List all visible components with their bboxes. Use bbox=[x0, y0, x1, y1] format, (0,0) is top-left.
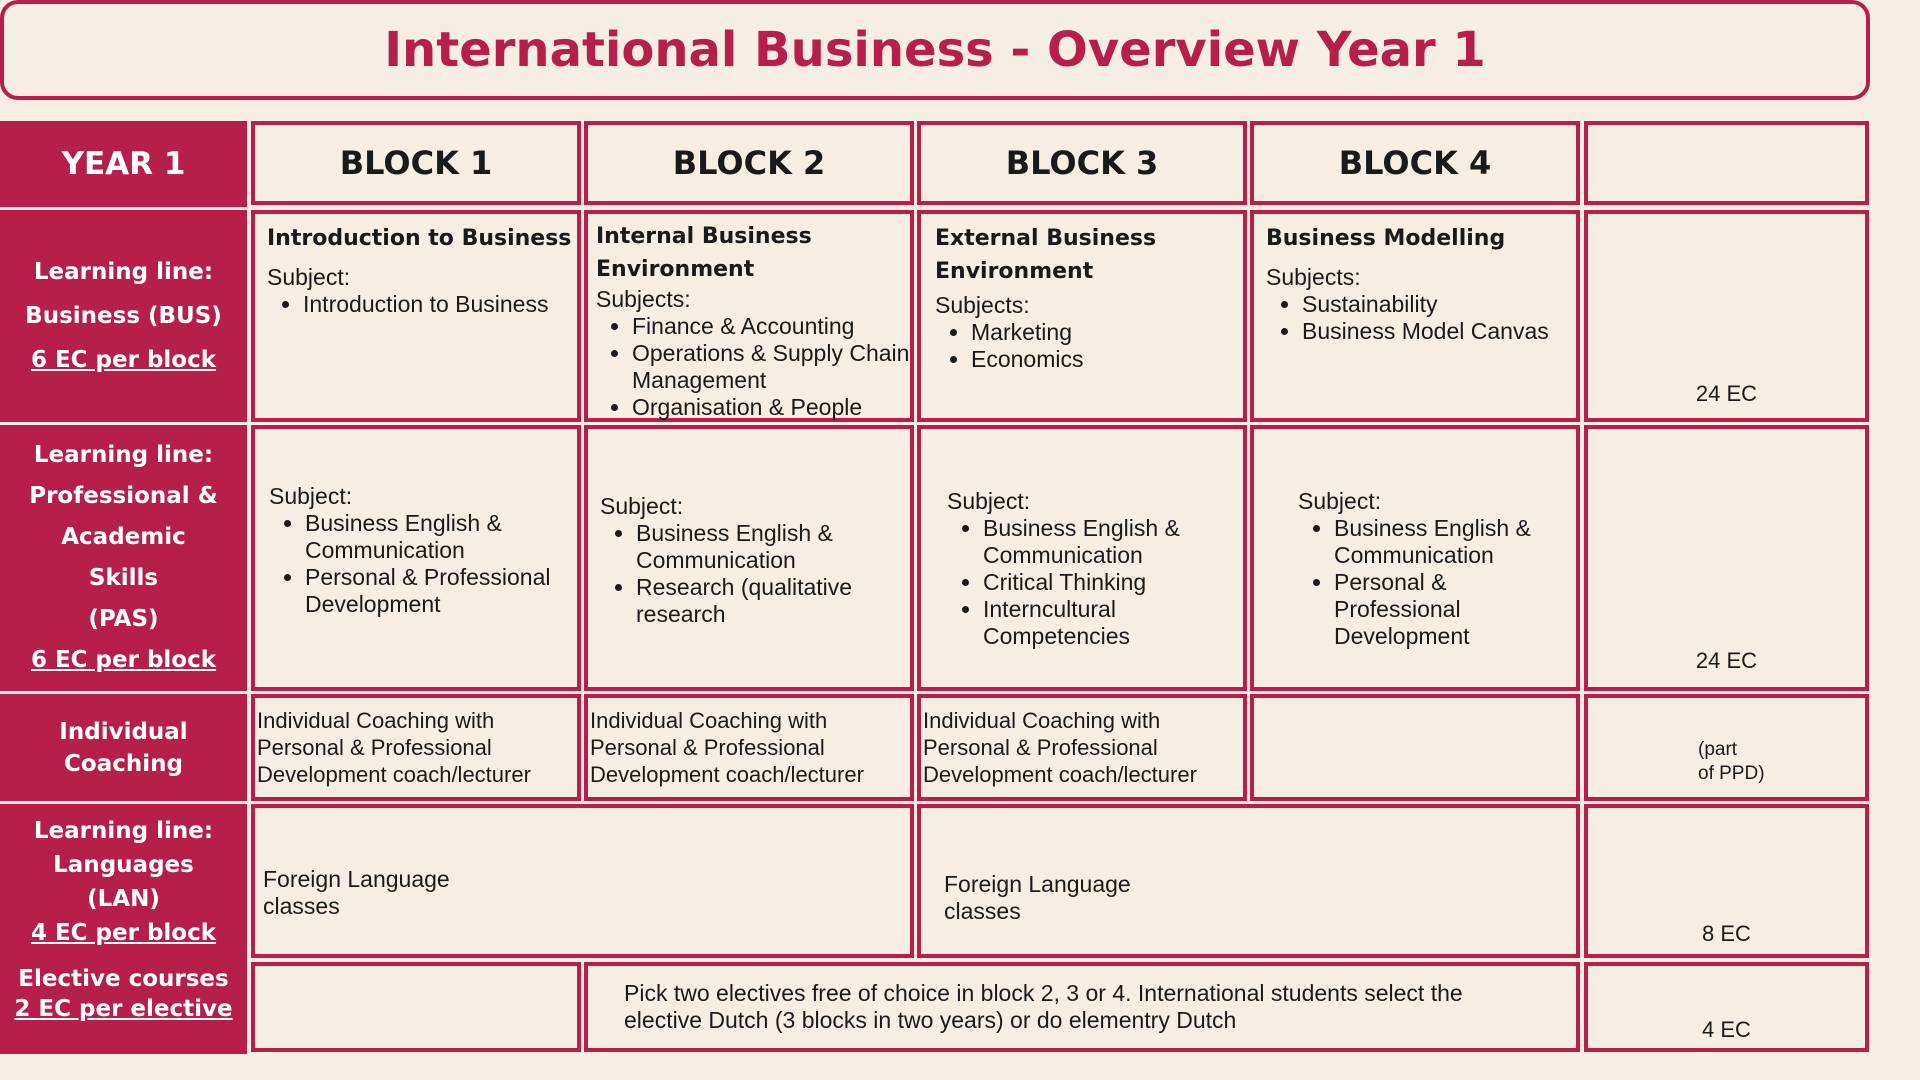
coaching-block-4 bbox=[1250, 694, 1580, 801]
list-item: • Business English & Communication bbox=[305, 510, 577, 564]
subject-label: Subjects: bbox=[596, 286, 691, 312]
pas-total-ec: 24 EC bbox=[1695, 648, 1758, 673]
pas-label-1: Learning line: bbox=[33, 442, 214, 468]
elective-label: Elective courses bbox=[18, 966, 229, 992]
bus-block-4 bbox=[1250, 210, 1580, 422]
course-title: External Business Environment bbox=[935, 226, 1157, 284]
year-band bbox=[0, 121, 247, 207]
elective-block-1 bbox=[251, 962, 581, 1052]
pas-block-1 bbox=[251, 425, 581, 691]
pas-ec-link[interactable]: 6 EC per block bbox=[30, 647, 217, 673]
subject-list bbox=[1266, 291, 1576, 345]
list-item: • Economics bbox=[971, 346, 1243, 373]
subject-list bbox=[267, 291, 577, 318]
subject-label: Subject: bbox=[269, 483, 353, 509]
list-item: • Research (qualitative research bbox=[636, 574, 910, 628]
elective-block-2-4 bbox=[584, 962, 1580, 1052]
block-3-header bbox=[917, 121, 1247, 205]
subject-list bbox=[935, 319, 1243, 373]
lan-block-3-4 bbox=[917, 804, 1580, 958]
coaching-block-2 bbox=[584, 694, 914, 801]
subject-label: Subject: bbox=[600, 493, 684, 519]
pas-label-2: Professional & bbox=[29, 483, 218, 509]
list-item: • Personal & Professional Development bbox=[305, 564, 577, 618]
list-item: • Sustainability bbox=[1302, 291, 1576, 318]
subject-label: Subject: bbox=[947, 488, 1031, 514]
elective-total-ec: 4 EC bbox=[1702, 1017, 1751, 1042]
pas-label-4: Skills bbox=[88, 565, 159, 591]
subject-label: Subject: bbox=[267, 264, 351, 290]
pas-block-4 bbox=[1250, 425, 1580, 691]
bus-block-1 bbox=[251, 210, 581, 422]
list-item: • Business English & Communication bbox=[636, 520, 910, 574]
lan-block-1-2 bbox=[251, 804, 914, 958]
list-item: • Organisation & People bbox=[632, 394, 910, 421]
lan-band bbox=[0, 804, 247, 1054]
coaching-band bbox=[0, 694, 247, 801]
bus-label-2: Business (BUS) bbox=[25, 303, 222, 329]
coaching-total-text bbox=[1698, 738, 1765, 786]
block-4-header bbox=[1250, 121, 1580, 205]
pas-label-5: (PAS) bbox=[88, 606, 159, 632]
year-label: YEAR 1 bbox=[61, 146, 186, 182]
pas-block-3 bbox=[917, 425, 1247, 691]
pas-band bbox=[0, 425, 247, 691]
coaching-text: Individual Coaching with Personal & Professional Development coach/lecturer bbox=[257, 708, 531, 787]
subject-list bbox=[1298, 515, 1576, 650]
page-title: International Business - Overview Year 1 bbox=[384, 22, 1486, 78]
elective-total bbox=[1584, 962, 1869, 1052]
bus-band bbox=[0, 210, 247, 422]
coaching-label-1: Individual bbox=[59, 718, 188, 745]
list-item: • Interncultural Competencies bbox=[983, 596, 1243, 650]
block-1-header bbox=[251, 121, 581, 205]
coaching-block-3 bbox=[917, 694, 1247, 801]
lan-total bbox=[1584, 804, 1869, 958]
lan-label-1: Learning line: bbox=[33, 818, 214, 844]
bus-ec-link[interactable]: 6 EC per block bbox=[30, 347, 217, 373]
block-2-label: BLOCK 2 bbox=[672, 143, 826, 182]
pas-label-3: Academic bbox=[61, 524, 186, 550]
list-item: • Critical Thinking bbox=[983, 569, 1243, 596]
total-header bbox=[1584, 121, 1869, 205]
course-title: Internal Business Environment bbox=[596, 224, 812, 282]
subject-label: Subjects: bbox=[1266, 264, 1361, 290]
title-box bbox=[0, 0, 1870, 100]
subject-label: Subject: bbox=[1298, 488, 1382, 514]
coaching-total-line-1: (part bbox=[1698, 739, 1738, 760]
pas-total bbox=[1584, 425, 1869, 691]
bus-total bbox=[1584, 210, 1869, 422]
lan-label-3: (LAN) bbox=[87, 886, 160, 912]
lan-label-2: Languages bbox=[53, 852, 194, 878]
subject-list bbox=[947, 515, 1243, 650]
block-1-label: BLOCK 1 bbox=[339, 143, 493, 182]
lan-ec-link[interactable]: 4 EC per block bbox=[30, 920, 217, 946]
subject-list bbox=[600, 520, 910, 628]
list-item: • Introduction to Business bbox=[303, 291, 577, 318]
coaching-total bbox=[1584, 694, 1869, 801]
subject-list bbox=[269, 510, 577, 618]
list-item: • Business English & Communication bbox=[1334, 515, 1576, 569]
coaching-label-2: Coaching bbox=[64, 750, 183, 777]
elective-text: Pick two electives free of choice in block 2, 3 or 4. International students select the elective Dutch (3 blocks in two years) or do elementry Dutch bbox=[624, 980, 1463, 1033]
bus-block-3 bbox=[917, 210, 1247, 422]
list-item: • Finance & Accounting bbox=[632, 313, 910, 340]
course-title: Business Modelling bbox=[1266, 226, 1506, 251]
lan-text-a: Foreign Language classes bbox=[263, 866, 450, 919]
coaching-total-line-2: of PPD) bbox=[1698, 763, 1765, 784]
list-item: • Operations & Supply Chain Management bbox=[632, 340, 910, 394]
block-4-label: BLOCK 4 bbox=[1338, 143, 1492, 182]
elective-ec-link[interactable]: 2 EC per elective bbox=[14, 996, 233, 1022]
list-item: • Personal & Professional Development bbox=[1334, 569, 1576, 650]
bus-label-1: Learning line: bbox=[33, 259, 214, 285]
list-item: • Marketing bbox=[971, 319, 1243, 346]
list-item: • Business English & Communication bbox=[983, 515, 1243, 569]
pas-block-2 bbox=[584, 425, 914, 691]
coaching-block-1 bbox=[251, 694, 581, 801]
subject-label: Subjects: bbox=[935, 292, 1030, 318]
course-title: Introduction to Business bbox=[267, 226, 572, 251]
bus-total-ec: 24 EC bbox=[1695, 381, 1758, 406]
lan-total-ec: 8 EC bbox=[1702, 921, 1751, 946]
coaching-text: Individual Coaching with Personal & Professional Development coach/lecturer bbox=[923, 708, 1197, 787]
block-2-header bbox=[584, 121, 914, 205]
subject-list bbox=[596, 313, 910, 421]
block-3-label: BLOCK 3 bbox=[1005, 143, 1159, 182]
coaching-text: Individual Coaching with Personal & Professional Development coach/lecturer bbox=[590, 708, 864, 787]
list-item: • Business Model Canvas bbox=[1302, 318, 1576, 345]
bus-block-2 bbox=[584, 210, 914, 422]
lan-text-b: Foreign Language classes bbox=[944, 871, 1131, 924]
